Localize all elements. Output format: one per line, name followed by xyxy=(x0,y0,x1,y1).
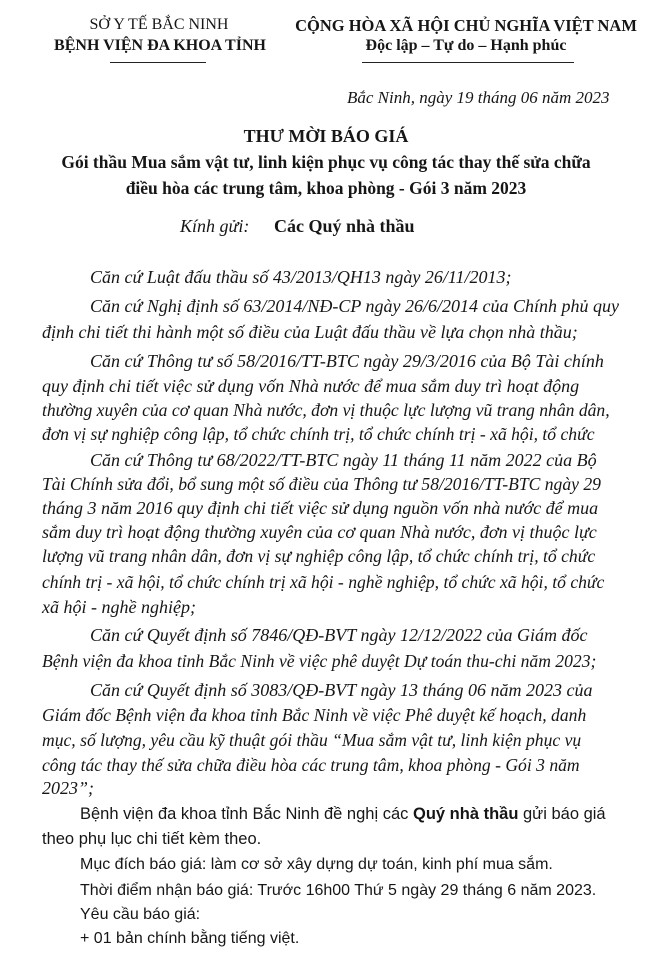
body-line: Căn cứ Quyết định số 3083/QĐ-BVT ngày 13 tháng 06 năm 2023 của xyxy=(90,680,593,700)
body-line: sắm duy trì hoạt động thường xuyên của cơ quan Nhà nước, đơn vị thuộc lực xyxy=(42,522,597,542)
body-line: tháng 3 năm 2016 quy định chi tiết việc sử dụng nguồn vốn nhà nước để mua xyxy=(42,498,599,518)
national-motto: Độc lập – Tự do – Hạnh phúc xyxy=(365,37,567,54)
body-line: Căn cứ Thông tư 68/2022/TT-BTC ngày 11 tháng 11 năm 2022 của Bộ xyxy=(90,450,597,470)
detail-copy: + 01 bản chính bằng tiếng việt. xyxy=(80,930,300,947)
body-line: xã hội - nghề nghiệp; xyxy=(42,597,196,617)
department-name: SỞ Y TẾ BẮC NINH xyxy=(89,16,229,33)
body-line: Giám đốc Bệnh viện đa khoa tỉnh Bắc Ninh về việc Phê duyệt kế hoạch, danh xyxy=(42,705,587,725)
motto-underline xyxy=(362,62,574,63)
request-text-end: gửi báo giá xyxy=(518,805,606,823)
body-line: Căn cứ Luật đấu thầu số 43/2013/QH13 ngày 26/11/2013; xyxy=(90,267,512,287)
body-line: quy định chi tiết việc sử dụng vốn Nhà nước để mua sắm duy trì hoạt động xyxy=(42,376,580,396)
body-line: định chi tiết thi hành một số điều của Luật đấu thầu về lựa chọn nhà thầu; xyxy=(42,322,578,342)
date-line: Bắc Ninh, ngày 19 tháng 06 năm 2023 xyxy=(347,88,610,107)
greeting-label: Kính gửi: xyxy=(180,216,250,236)
subtitle-line-2: điều hòa các trung tâm, khoa phòng - Gói 3 năm 2023 xyxy=(125,178,527,198)
request-line-1 xyxy=(80,805,606,824)
subtitle-line-1: Gói thầu Mua sắm vật tư, linh kiện phục vụ công tác thay thế sửa chữa xyxy=(61,152,591,172)
request-line-2: theo phụ lục chi tiết kèm theo. xyxy=(42,830,262,848)
body-line: thường xuyên của cơ quan Nhà nước, đơn vị thuộc lực lượng vũ trang nhân dân, xyxy=(42,400,610,420)
request-recipient: Quý nhà thầu xyxy=(412,805,519,823)
body-line: Căn cứ Nghị định số 63/2014/NĐ-CP ngày 26/6/2014 của Chính phủ quy xyxy=(90,296,619,316)
body-line: lượng vũ trang nhân dân, đơn vị sự nghiệp công lập, tổ chức chính trị, tổ chức xyxy=(42,546,596,566)
body-line: công tác thay thế sửa chữa điều hòa các trung tâm, khoa phòng - Gói 3 năm xyxy=(42,755,580,775)
body-line: đơn vị sự nghiệp công lập, tổ chức chính trị, tổ chức chính trị - xã hội, tổ chức xyxy=(42,424,595,444)
body-line: Bệnh viện đa khoa tỉnh Bắc Ninh về việc phê duyệt Dự toán thu-chi năm 2023; xyxy=(42,651,597,671)
body-line: Căn cứ Quyết định số 7846/QĐ-BVT ngày 12/12/2022 của Giám đốc xyxy=(90,625,588,645)
detail-purpose: Mục đích báo giá: làm cơ sở xây dựng dự toán, kinh phí mua sắm. xyxy=(80,856,553,873)
hospital-name: BỆNH VIỆN ĐA KHOA TỈNH xyxy=(54,37,266,54)
request-text: Bệnh viện đa khoa tỉnh Bắc Ninh đề nghị các xyxy=(80,805,413,823)
hospital-underline xyxy=(110,62,206,63)
body-line: Tài Chính sửa đổi, bổ sung một số điều của Thông tư 58/2016/TT-BTC ngày 29 xyxy=(42,474,601,494)
body-line: Căn cứ Thông tư số 58/2016/TT-BTC ngày 29/3/2016 của Bộ Tài chính xyxy=(90,351,604,371)
detail-deadline: Thời điểm nhận báo giá: Trước 16h00 Thứ 5 ngày 29 tháng 6 năm 2023. xyxy=(80,882,597,899)
document-title: THƯ MỜI BÁO GIÁ xyxy=(243,126,409,146)
republic-title: CỘNG HÒA XÃ HỘI CHỦ NGHĨA VIỆT NAM xyxy=(295,16,637,35)
body-line: chính trị - xã hội, tổ chức chính trị xã hội - nghề nghiệp, tổ chức xã hội, tổ chức xyxy=(42,572,605,592)
body-line: 2023”; xyxy=(42,778,95,798)
body-line: mục, số lượng, yêu cầu kỹ thuật gói thầu “Mua sắm vật tư, linh kiện phục vụ xyxy=(42,730,582,750)
detail-requirements: Yêu cầu báo giá: xyxy=(80,906,201,923)
greeting-recipient: Các Quý nhà thầu xyxy=(274,216,415,236)
